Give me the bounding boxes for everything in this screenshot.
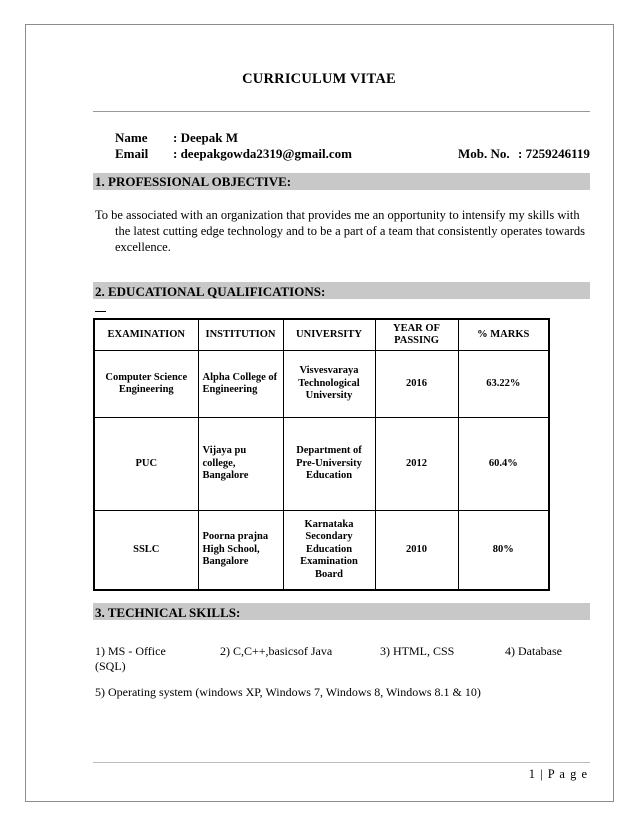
email-label: Email xyxy=(115,146,149,161)
skill-item-4: 4) Database xyxy=(505,644,562,658)
objective-line-1: To be associated with an organization that provides me an opportunity to intensify my skills with xyxy=(95,208,580,222)
objective-line-3: excellence. xyxy=(115,240,171,254)
footer-divider xyxy=(93,762,590,763)
skill-item-3: 3) HTML, CSS xyxy=(380,644,455,658)
table-cell: 2010 xyxy=(375,511,458,591)
table-cell: Vijaya pu college, Bangalore xyxy=(198,418,283,511)
table-cell: 60.4% xyxy=(458,418,549,511)
objective-heading: 1. PROFESSIONAL OBJECTIVE: xyxy=(95,174,292,189)
table-header: EXAMINATION xyxy=(94,319,198,351)
title-divider xyxy=(93,111,590,112)
skills-heading: 3. TECHNICAL SKILLS: xyxy=(95,605,241,620)
table-cell: SSLC xyxy=(94,511,198,591)
education-table xyxy=(93,318,550,591)
table-row xyxy=(94,511,549,591)
table-cell: PUC xyxy=(94,418,198,511)
table-cell: Department of Pre-University Education xyxy=(283,418,375,511)
table-cell: 63.22% xyxy=(458,351,549,418)
objective-text xyxy=(95,207,590,255)
table-header: INSTITUTION xyxy=(198,319,283,351)
table-cell: 2016 xyxy=(375,351,458,418)
mob-value: : 7259246119 xyxy=(518,146,590,161)
page-number: 1 | P a g e xyxy=(528,767,588,781)
table-cell: 80% xyxy=(458,511,549,591)
table-cell: Visvesvaraya Technological University xyxy=(283,351,375,418)
table-header: UNIVERSITY xyxy=(283,319,375,351)
table-header: % MARKS xyxy=(458,319,549,351)
mob-label: Mob. No. xyxy=(458,146,510,161)
table-header: YEAR OF PASSING xyxy=(375,319,458,351)
table-row xyxy=(94,351,549,418)
table-cell: Alpha College of Engineering xyxy=(198,351,283,418)
table-cell: 2012 xyxy=(375,418,458,511)
education-heading: 2. EDUCATIONAL QUALIFICATIONS: xyxy=(95,284,326,299)
skill-item-2: 2) C,C++,basicsof Java xyxy=(220,644,333,658)
table-row xyxy=(94,418,549,511)
underline-mark xyxy=(95,311,106,312)
skill-item-5: 5) Operating system (windows XP, Windows 7, Windows 8, Windows 8.1 & 10) xyxy=(95,685,481,699)
table-cell: Karnataka Secondary Education Examination Board xyxy=(283,511,375,591)
name-value: : Deepak M xyxy=(173,130,238,145)
skill-item-4-cont: (SQL) xyxy=(95,659,126,673)
document-title: CURRICULUM VITAE xyxy=(242,71,396,87)
table-header-row xyxy=(94,319,549,351)
email-value: : deepakgowda2319@gmail.com xyxy=(173,146,352,161)
objective-line-2: the latest cutting edge technology and to be a part of a team that consistently operates towards xyxy=(115,224,585,238)
table-cell: Poorna prajna High School, Bangalore xyxy=(198,511,283,591)
skill-item-1: 1) MS - Office xyxy=(95,644,166,658)
name-label: Name xyxy=(115,130,148,145)
table-cell: Computer Science Engineering xyxy=(94,351,198,418)
